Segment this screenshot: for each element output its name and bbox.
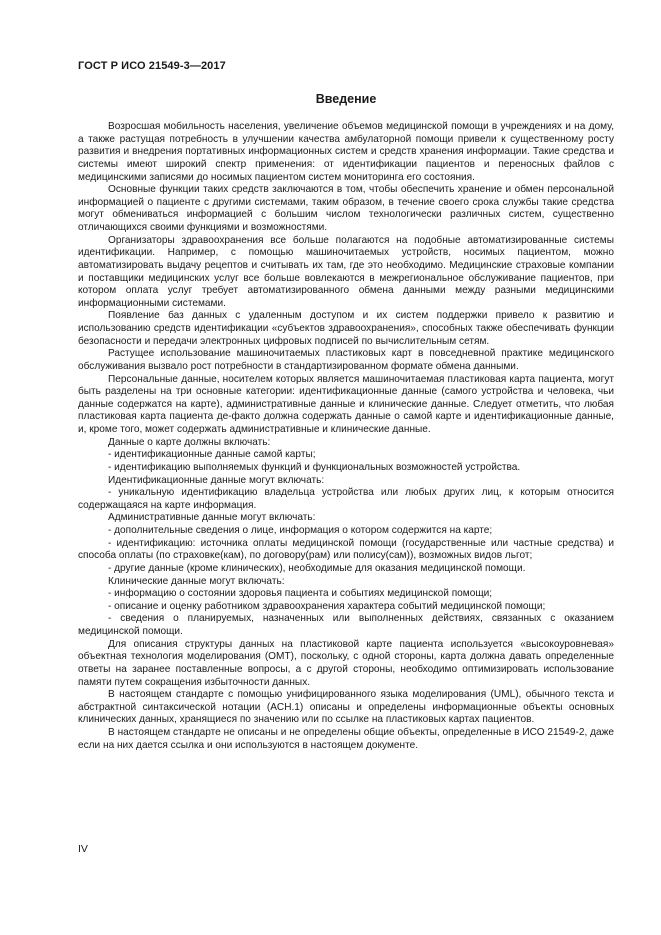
paragraph: В настоящем стандарте с помощью унифицированного языка моделирования (UML), обычного текста и абстрактной синтаксической нотации (ACH.1) описаны и определены информационные объекты основных клинических данных, хранящиеся по значению или по ссылке на пластиковых картах пациентов. <box>78 689 614 726</box>
list-item: - идентификационные данные самой карты; <box>108 449 316 461</box>
paragraph: Идентификационные данные могут включать: <box>108 474 325 486</box>
paragraph: Появление баз данных с удаленным доступом и их систем поддержки привело к развитию и использованию средств идентификации «субъектов здравоохранения», способных также обеспечивать функции безопасности и передачи электронных цифровых подписей по вычислительным сетям. <box>78 310 614 347</box>
page-number: IV <box>78 843 88 855</box>
section-title: Введение <box>315 92 377 106</box>
body-text <box>78 121 614 752</box>
paragraph: Клинические данные могут включать: <box>108 575 285 587</box>
paragraph: В настоящем стандарте не описаны и не определены общие объекты, определенные в ИСО 21549-2, даже если на них дается ссылка и они используются в настоящем документе. <box>78 727 614 751</box>
list-item: - описание и оценку работником здравоохранения характера событий медицинской помощи; <box>108 600 546 612</box>
paragraph: Возросшая мобильность населения, увеличение объемов медицинской помощи в учреждениях и на дому, а также растущая потребность в улучшении качества амбулаторной помощи привели к существенному росту развития и внедрения портативных информационных систем и средств хранения информации. Такие средства и системы имеют широкий спектр применения: от идентификации пациентов и переносных файлов с медицинскими записями до носимых пациентом систем мониторинга его состояния. <box>78 121 614 183</box>
list-item: - информацию о состоянии здоровья пациента и событиях медицинской помощи; <box>108 588 493 600</box>
paragraph: Административные данные могут включать: <box>108 512 316 524</box>
paragraph: Персональные данные, носителем которых является машиночитаемая пластиковая карта пациента, могут быть разделены на три основные категории: идентификационные данные (самого устройства и человека, чьи данные содержатся на карте), административные данные и клинические данные. Следует отметить, что любая пластиковая карта пациента де-факто должна содержать данные о самой карте и идентификационные данные, и, кроме того, может содержать административные и клинические данные. <box>78 373 614 435</box>
paragraph: Растущее использование машиночитаемых пластиковых карт в повседневной практике медицинского обслуживания вызвало рост потребности в стандартизированном формате обмена данными. <box>78 348 614 372</box>
paragraph: Организаторы здравоохранения все больше полагаются на подобные автоматизированные системы идентификации. Например, с помощью машиночитаемых устройств, носимых пациентом, можно автоматизировать выдачу рецептов и считывать их там, где это необходимо. Медицинские страховые компании и поставщики медицинских услуг все больше вовлекаются в межрегиональное обслуживание пациентов, при котором оплата услуг требует автоматизированного обмена данными между разными медицинскими информационными системами. <box>78 234 614 309</box>
list-item: - идентификацию выполняемых функций и функциональных возможностей устройства. <box>108 461 521 473</box>
list-item: - уникальную идентификацию владельца устройства или любых других лиц, к которым относится содержащаяся на карте информация. <box>78 487 614 511</box>
list-item: - сведения о планируемых, назначенных или выполненных действиях, связанных с оказанием медицинской помощи. <box>78 613 614 637</box>
list-item: - дополнительные сведения о лице, информация о котором содержится на карте; <box>108 525 493 536</box>
list-item: - другие данные (кроме клинических), необходимые для оказания медицинской помощи. <box>108 562 526 574</box>
list-item: - идентификацию: источника оплаты медицинской помощи (государственные или частные средства) и способа оплаты (по страховке(кам), по договору(рам) или полису(сам)), возможных видов льгот; <box>78 537 614 562</box>
paragraph: Для описания структуры данных на пластиковой карте пациента используется «высокоуровневая» объектная технология моделирования (ОМТ), поскольку, с одной стороны, карта должна давать определенные ответы на заранее поставленные вопросы, а с другой стороны, необходимо оптимизировать использование памяти путем сокращения избыточности данных. <box>78 638 614 688</box>
paragraph: Данные о карте должны включать: <box>108 436 271 448</box>
standard-header: ГОСТ Р ИСО 21549-3—2017 <box>78 60 226 72</box>
paragraph: Основные функции таких средств заключаются в том, чтобы обеспечить хранение и обмен персональной информацией о пациенте с другими системами, таким образом, в течение своего срока службы такие средства могут обмениваться информацией с большим числом технологически различных систем, существенно отличающихся своими функциями и возможностями. <box>78 184 614 233</box>
